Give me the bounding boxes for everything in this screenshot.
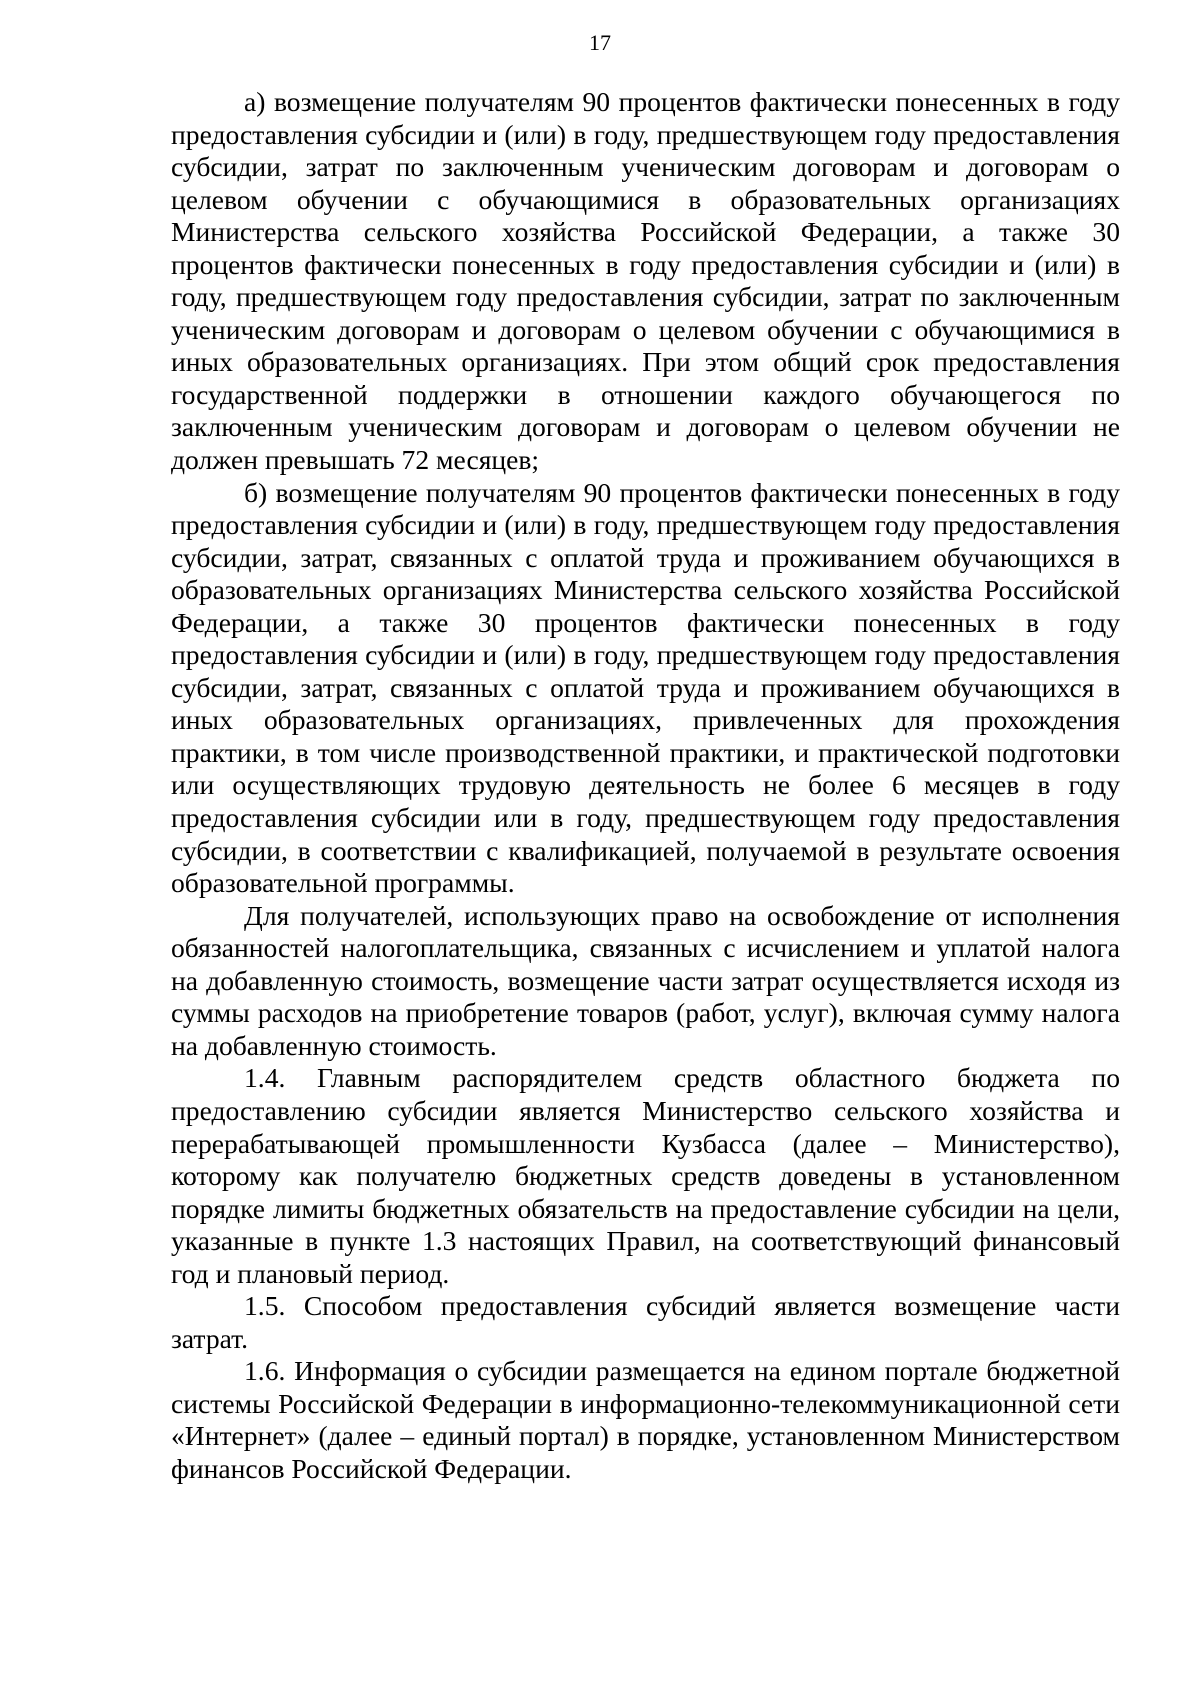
page-number: 17 — [589, 30, 611, 55]
paragraph-section-1-4: 1.4. Главным распорядителем средств областного бюджета по предоставлению субсидии является Министерство сельского хозяйства и перерабатывающей промышленности Кузбасса (далее – Министерство), которому как получателю бюджетных средств доведены в установленном порядке лимиты бюджетных обязательств на предоставление субсидии на цели, указанные в пункте 1.3 настоящих Правил, на соответствующий финансовый год и плановый период. — [171, 1062, 1120, 1289]
paragraph-vat-note: Для получателей, использующих право на освобождение от исполнения обязанностей налогоплательщика, связанных с исчислением и уплатой налога на добавленную стоимость, возмещение части затрат осуществляется исходя из суммы расходов на приобретение товаров (работ, услуг), включая сумму налога на добавленную стоимость. — [171, 899, 1120, 1061]
document-body — [171, 86, 1120, 1486]
paragraph-section-1-5: 1.5. Способом предоставления субсидий является возмещение части затрат. — [171, 1290, 1120, 1354]
paragraph-section-1-6: 1.6. Информация о субсидии размещается на едином портале бюджетной системы Российской Федерации в информационно-телекоммуникационной сети «Интернет» (далее – единый портал) в порядке, установленном Министерством финансов Российской Федерации. — [171, 1355, 1120, 1484]
paragraph-subitem-b: б) возмещение получателям 90 процентов фактически понесенных в году предоставления субсидии и (или) в году, предшествующем году предоставления субсидии, затрат, связанных с оплатой труда и проживанием обучающихся в образовательных организациях Министерства сельского хозяйства Российской Федерации, а также 30 процентов фактически понесенных в году предоставления субсидии и (или) в году, предшествующем году предоставления субсидии, затрат, связанных с оплатой труда и проживанием обучающихся в иных образовательных организациях, привлеченных для прохождения практики, в том числе производственной практики, и практической подготовки или осуществляющих трудовую деятельность не более 6 месяцев в году предоставления субсидии или в году, предшествующем году предоставления субсидии, в соответствии с квалификацией, получаемой в результате освоения образовательной программы. — [171, 476, 1120, 899]
paragraph-subitem-a: а) возмещение получателям 90 процентов фактически понесенных в году предоставления субсидии и (или) в году, предшествующем году предоставления субсидии, затрат по заключенным ученическим договорам и договорам о целевом обучении с обучающимися в образовательных организациях Министерства сельского хозяйства Российской Федерации, а также 30 процентов фактически понесенных в году предоставления субсидии и (или) в году, предшествующем году предоставления субсидии, затрат по заключенным ученическим договорам и договорам о целевом обучении с обучающимися в иных образовательных организациях. При этом общий срок предоставления государственной поддержки в отношении каждого обучающегося по заключенным ученическим договорам и договорам о целевом обучении не должен превышать 72 месяцев; — [171, 86, 1120, 476]
